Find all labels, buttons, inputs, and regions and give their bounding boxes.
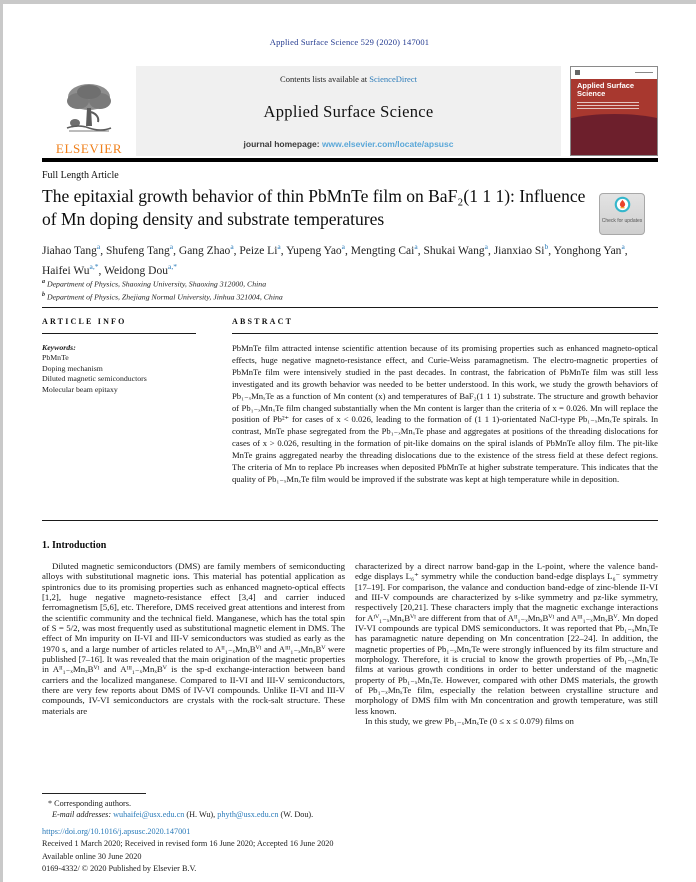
author (493, 242, 554, 257)
article-type-label: Full Length Article (42, 170, 119, 181)
contents-line (140, 74, 557, 84)
journal-citation: Applied Surface Science 529 (2020) 147001 (269, 37, 430, 47)
elsevier-tree-icon (61, 80, 117, 141)
elsevier-logo (42, 66, 136, 156)
journal-header (42, 66, 658, 156)
journal-page (3, 4, 696, 882)
email2-suffix: (W. Dou). (278, 810, 314, 819)
corresponding-authors-note: * Corresponding authors. (48, 799, 132, 808)
homepage-link[interactable]: www.elsevier.com/locate/apsusc (321, 139, 454, 149)
article-footer (42, 826, 658, 875)
author-affiliation-sup: a (414, 242, 418, 251)
introduction-heading: 1. Introduction (42, 540, 107, 551)
author-name: Weidong Dou (104, 265, 168, 278)
check-for-updates-badge[interactable] (599, 193, 645, 235)
author-name: Gang Zhao (178, 244, 231, 257)
contents-prefix: Contents lists available at (280, 74, 370, 84)
author-name: Jiahao Tang (42, 244, 97, 257)
author-name: Shufeng Tang (105, 244, 170, 257)
keyword: Doping mechanism (42, 363, 103, 373)
intro-paragraph: characterized by a direct narrow band-gap in the L-point, where the valence band-edge displays L₆⁺ symmetry while the conduction band-edge displays L₆⁻ symmetry [17–19]. For comparison, the valance and conduction band-edge of zinc-blende II-VI and III-V compounds are characterized by s-like symmetry and pz-like symmetry, respectively [20,21]. These characters imply that the magnetic exchange interactions for Aᴵⱽ₁₋ₓMnₓBⱽᴵ are different from that of Aᴵᴵ₁₋ₓMnₓBⱽᴵ and Aᴵᴵᴵ₁₋ₓMnₓBⱽ. Mn doped IV-VI compounds are typical DMS semiconductors. It was reported that Pb₁₋ₓMnₓTe has paramagnetic nature depending on Mn concentration [22–24]. In addition, the magnetic properties of Pb₁₋ₓMnₓTe were strongly influenced by its film structure and morphology. Therefore, it is crucial to know the growth properties of Pb₁₋ₓMnₓTe films at various growth conditions in order to better understand of the magnetic property of Pb₁₋ₓMnₓTe. However, compared with other DMS materials, the growth of Pb₁₋ₓMnₓTe film, especially the relation between crystalline structure and morphology of DMS film with Mn concentration and growth temperature, was still less known. (355, 561, 658, 716)
author-separator: , (624, 244, 628, 257)
author-list (42, 239, 647, 280)
author-name: Yupeng Yao (286, 244, 342, 257)
author-name: Yonghong Yan (553, 244, 622, 257)
author-separator: , (417, 244, 424, 257)
issn-copyright: 0169-4332/ © 2020 Published by Elsevier B.V. (42, 863, 197, 873)
author (350, 242, 424, 257)
cover-title: Applied Surface Science (577, 81, 635, 99)
intro-column-right (355, 561, 658, 727)
email-link-dou[interactable]: phyth@usx.edu.cn (217, 810, 279, 819)
author-name: Haifei Wu (42, 265, 90, 278)
article-info-column (42, 317, 196, 486)
author-separator: , (487, 244, 494, 257)
author (42, 242, 106, 257)
cover-subtitle-lines (577, 102, 639, 110)
abstract-rule (232, 333, 658, 334)
cover-curve (570, 114, 658, 156)
divider-rule-top (42, 307, 658, 308)
journal-banner (136, 66, 561, 156)
received-dates: Received 1 March 2020; Received in revised form 16 June 2020; Accepted 16 June 2020 (42, 839, 334, 849)
author-separator: , (280, 244, 287, 257)
author-separator: , (548, 244, 554, 257)
sciencedirect-link[interactable]: ScienceDirect (369, 74, 417, 84)
author-separator: , (98, 265, 105, 278)
author-affiliation-sup: a (277, 242, 281, 251)
keywords-list (42, 353, 196, 395)
author-affiliation-sup: b (544, 242, 549, 251)
author (104, 262, 177, 278)
author-separator: , (173, 244, 179, 257)
info-abstract-section (42, 317, 658, 486)
homepage-prefix: journal homepage: (243, 139, 322, 149)
abstract-text: PbMnTe film attracted intense scientific attention because of its promising properties such as enhanced magneto-optical effects, huge negative magneto-resistance effect, and Curie-Weiss paramagnetism. The electro-magnetic properties of PbMnTe film were intensively studied in the past decades. In contrast, the fabrication of PbMnTe film was still less investigated and its growth behavior was needed to be better understood. In this work, we study the growth behaviors of Pb₁₋ₓMnₓTe as a function of Mn content (x) and temperatures of BaF₂(1 1 1) substrate. The structure and growth behavior of Pb₁₋ₓMnₓTe film changed substantially when the Mn content is larger than the criteria of x = 0.026. Mn will replace the position of Pb²⁺ for cases of x < 0.026, leading to the formation of (1 1 1)-orientated NaCl-type Pb₁₋ₓMnₓTe spirals. In contrast, MnTe phase segregated from the Pb₁₋ₓMnₓTe phase and aggregates at positions of the threading dislocations for cases of x > 0.026, resulting in the formation of pit-like domains on the spiral islands of PbMnTe alloy film. The pit-like MnTe grains aggregated nearby the threading dislocations due to the existence of the stress field at these defect regions. The criteria of Mn to replace Pb increases when deposited PbMnTe at higher substrate temperature. This indicates that the quality of Pb₁₋ₓMnₓTe film would be improved if the substrate was kept at high temperature while in deposition. (232, 343, 658, 484)
introduction-body (42, 561, 658, 727)
author-separator: , (100, 244, 106, 257)
author (553, 242, 628, 257)
keyword: Diluted magnetic semiconductors (42, 374, 147, 383)
author (286, 242, 351, 257)
keyword: Molecular beam epitaxy (42, 384, 118, 394)
affiliation-text: Department of Physics, Zhejiang Normal University, Jinhua 321004, China (46, 292, 283, 302)
author-separator: , (345, 244, 351, 257)
author-affiliation-sup: a,* (167, 262, 177, 272)
author-affiliation-sup: a,* (89, 262, 99, 272)
email-label: E-mail addresses: (52, 810, 114, 819)
author-affiliation-sup: a (96, 242, 101, 251)
email1-suffix: (H. Wu), (184, 810, 218, 819)
email-line (42, 809, 352, 820)
intro-column-left (42, 561, 345, 727)
doi-link[interactable]: https://doi.org/10.1016/j.apsusc.2020.147001 (42, 827, 191, 836)
author-affiliation-sup: a (484, 242, 488, 251)
intro-paragraph: In this study, we grew Pb₁₋ₓMnₓTe (0 ≤ x ≤ 0.079) films on (365, 716, 574, 727)
article-title: The epitaxial growth behavior of thin PbMnTe film on BaF₂(1 1 1): Influence of Mn doping density and substrate temperatures (42, 186, 586, 229)
author-name: Shukai Wang (423, 244, 485, 257)
intro-paragraph: Diluted magnetic semiconductors (DMS) are family members of semiconducting alloys with substitutional magnetic ions. This material has potential application as spintronics due to its promising properties such as enhanced magneto-optical effects [1,2], huge negative magneto-resistance effect [3,4] and carrier induced ferromagnetism [5,6], etc. Therefore, DMS received great attentions and interest from the scientific community and the technical field. Manganese, which has the total spin of S = 5/2, was most frequently used as substitutional magnetic element in DMS. The effect of Mn impurity on II-VI and III-V semiconductors was studied as early as the 1970 s, and a large number of articles related to Aᴵᴵ₁₋ₓMnₓBⱽᴵ and Aᴵᴵᴵ₁₋ₓMnₓBⱽ were published [7–16]. It was revealed that the main origination of the magnetic properties in Aᴵᴵ₁₋ₓMnₓBⱽᴵ and Aᴵᴵᴵ₁₋ₓMnₓBⱽ is the sp-d exchange-interaction between band carriers and the localized manganese. Compared to II-VI and III-V semiconductors, there are very few reports about DMS of IV-VI compounds. Unlike II-VI and III-V compounds, IV-VI semiconductors are crystals with the rock-salt structure. These materials are (42, 561, 345, 716)
keyword: PbMnTe (42, 353, 69, 362)
author-affiliation-sup: a (341, 242, 346, 251)
available-online: Available online 30 June 2020 (42, 851, 142, 861)
journal-cover-thumbnail (570, 66, 658, 156)
abstract-heading: ABSTRACT (232, 317, 294, 326)
author (178, 242, 240, 257)
author (105, 242, 179, 257)
author-name: Jianxiao Si (493, 244, 545, 257)
author-name: Mengting Cai (350, 244, 415, 257)
author-affiliation-sup: a (230, 242, 234, 251)
affiliation-sup: a (42, 279, 45, 285)
header-divider-bar (42, 158, 658, 162)
affiliation-sup: b (42, 292, 45, 299)
article-info-rule (42, 333, 196, 334)
divider-rule-abstract-bottom (42, 520, 658, 521)
author-separator: , (233, 244, 240, 257)
affiliation (42, 277, 542, 290)
footnote-block (42, 793, 352, 820)
author (423, 242, 494, 257)
author-affiliation-sup: a (621, 242, 625, 251)
affiliation-list (42, 277, 542, 303)
abstract-column (232, 317, 658, 486)
affiliation (42, 290, 542, 303)
author-name: Peize Li (239, 244, 278, 257)
author (239, 242, 287, 257)
crossmark-icon (614, 200, 631, 217)
author (42, 262, 105, 278)
article-info-heading: ARTICLE INFO (42, 317, 127, 326)
keywords-label: Keywords: (42, 343, 76, 352)
homepage-line (140, 139, 557, 149)
journal-title: Applied Surface Science (263, 101, 434, 121)
email-link-wu[interactable]: wuhaifei@usx.edu.cn (113, 810, 185, 819)
cover-top-band (571, 67, 657, 79)
elsevier-wordmark: ELSEVIER (55, 141, 123, 156)
author-affiliation-sup: a (169, 242, 174, 251)
affiliation-text: Department of Physics, Shaoxing University, Shaoxing 312000, China (46, 279, 267, 289)
footnote-rule (42, 793, 146, 794)
check-updates-label: Check for updates (601, 218, 643, 224)
